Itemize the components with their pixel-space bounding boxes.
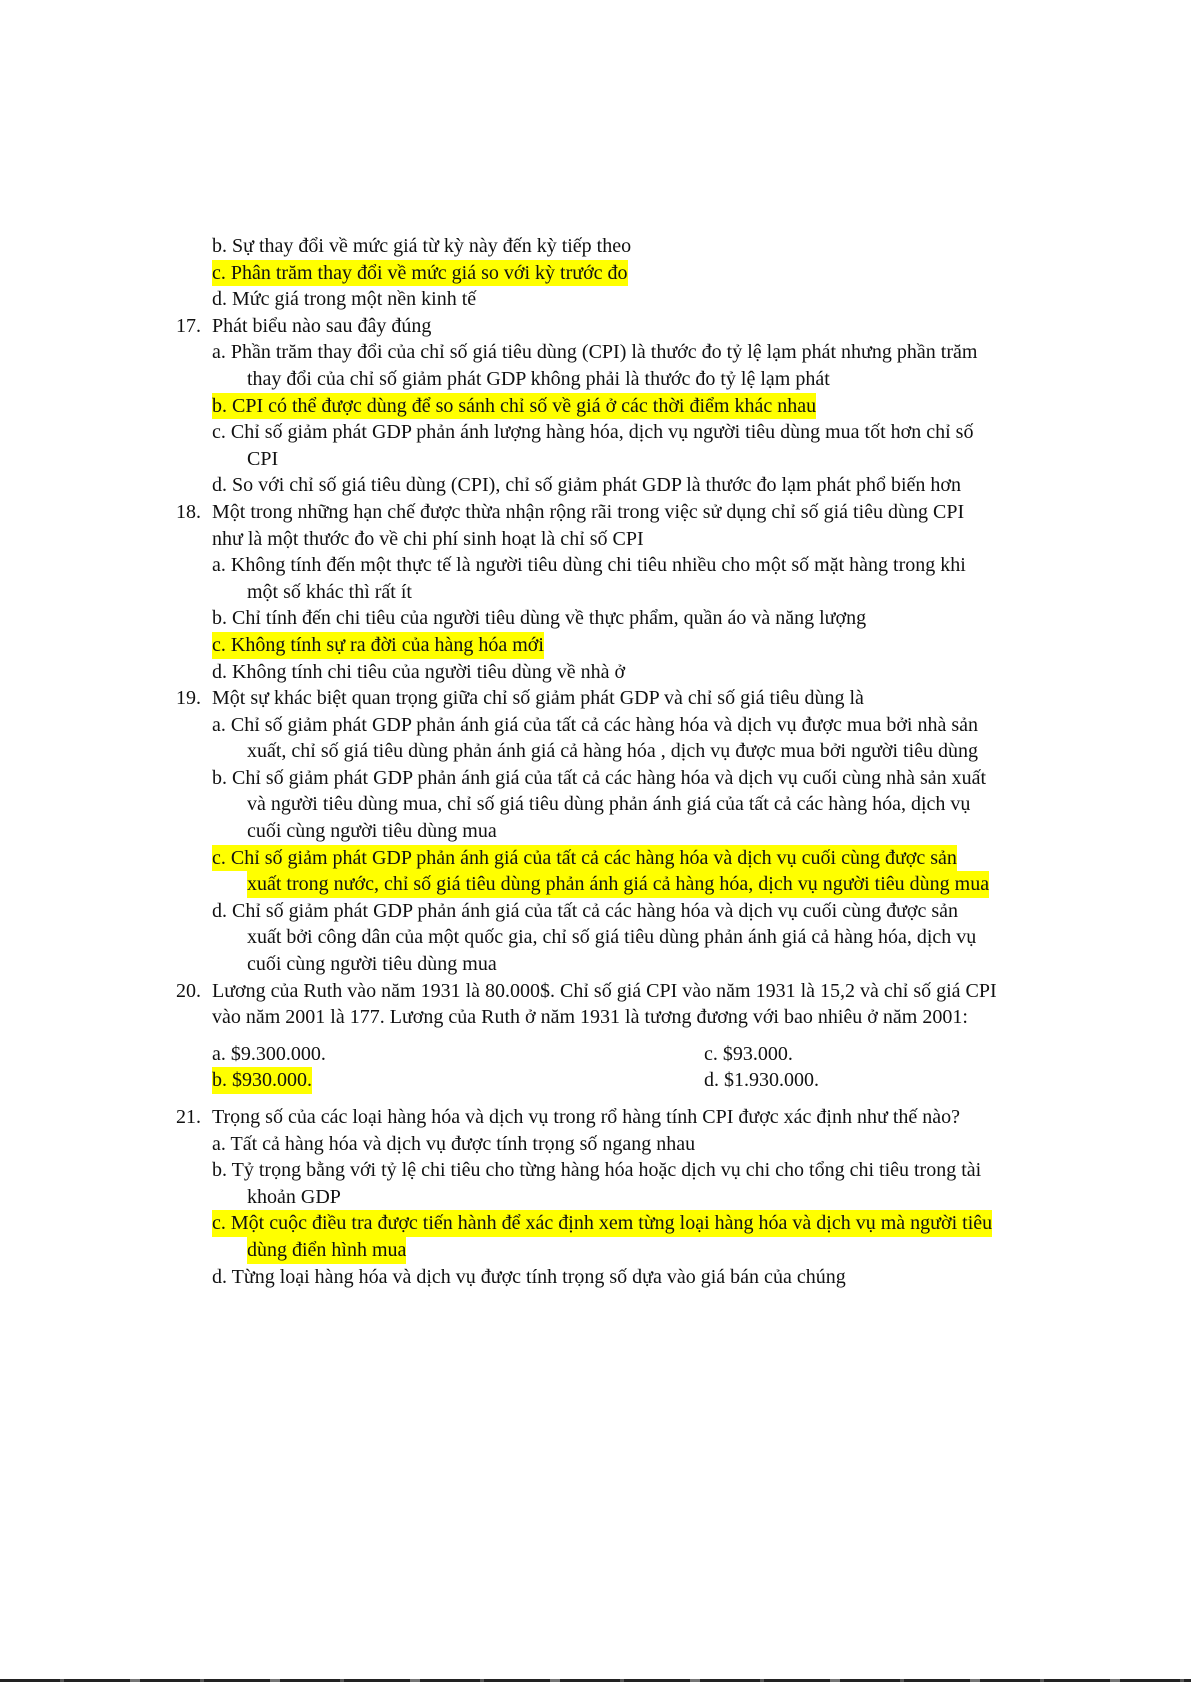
- q21-option-d: [0, 1264, 1191, 1291]
- q19-option-c-text-highlighted: c. Chỉ số giảm phát GDP phản ánh giá của tất cả các hàng hóa và dịch vụ cuối cùng được sản: [212, 845, 957, 872]
- q21-option-a: [0, 1131, 1191, 1158]
- q18-text-cont: như là một thước đo về chi phí sinh hoạt là chỉ số CPI: [212, 527, 644, 550]
- q18-option-b-text: b. Chỉ tính đến chi tiêu của người tiêu dùng về thực phẩm, quần áo và năng lượng: [212, 607, 867, 630]
- q17-text: Phát biểu nào sau đây đúng: [212, 314, 432, 337]
- spacer: [0, 1094, 1191, 1104]
- q19-option-c-text-cont-highlighted: xuất trong nước, chỉ số giá tiêu dùng phản ánh giá cả hàng hóa, dịch vụ người tiêu dùng mua: [247, 871, 989, 898]
- q17-number: 17.: [176, 314, 201, 337]
- q17-option-c-text-cont: CPI: [247, 447, 279, 470]
- q19-stem: [0, 685, 1191, 712]
- q20-option-a-text: a. $9.300.000.: [212, 1042, 326, 1065]
- q21-option-a-text: a. Tất cả hàng hóa và dịch vụ được tính trọng số ngang nhau: [212, 1132, 696, 1155]
- q18-option-c: [0, 632, 1191, 659]
- q19-option-b-cont2: [0, 818, 1191, 845]
- q18-text: Một trong những hạn chế được thừa nhận rộng rãi trong việc sử dụng chỉ số giá tiêu dùng CPI: [212, 500, 965, 523]
- q19-option-b-text-cont: và người tiêu dùng mua, chỉ số giá tiêu dùng phản ánh giá của tất cả các hàng hóa, dịch vụ: [247, 793, 971, 816]
- q19-option-a-text-cont: xuất, chỉ số giá tiêu dùng phản ánh giá cả hàng hóa , dịch vụ được mua bởi người tiêu dùng: [247, 740, 979, 763]
- q18-option-c-text-highlighted: c. Không tính sự ra đời của hàng hóa mới: [212, 632, 544, 659]
- q17-option-a-text-cont: thay đổi của chỉ số giảm phát GDP không phải là thước đo tỷ lệ lạm phát: [247, 367, 830, 390]
- q20-stem-cont: [0, 1004, 1191, 1031]
- q18-number: 18.: [176, 500, 201, 523]
- q20-options-row-1: [0, 1041, 1191, 1068]
- q21-option-b-text: b. Tỷ trọng bằng với tỷ lệ chi tiêu cho từng hàng hóa hoặc dịch vụ chi cho tổng chi tiêu trong tài: [212, 1159, 982, 1182]
- q19-option-d-text-cont2: cuối cùng người tiêu dùng mua: [247, 953, 497, 976]
- q16-option-b-text: b. Sự thay đổi về mức giá từ kỳ này đến kỳ tiếp theo: [212, 235, 632, 257]
- q19-option-b-cont: [0, 791, 1191, 818]
- q17-option-d: [0, 472, 1191, 499]
- q16-option-c-text-highlighted: c. Phân trăm thay đổi về mức giá so với kỳ trước đo: [212, 260, 628, 287]
- q19-option-d-cont2: [0, 951, 1191, 978]
- q21-option-c: [0, 1210, 1191, 1237]
- q18-stem: [0, 499, 1191, 526]
- q18-option-a-text-cont: một số khác thì rất ít: [247, 580, 412, 603]
- q19-option-d: [0, 898, 1191, 925]
- q17-option-c-text: c. Chỉ số giảm phát GDP phản ánh lượng hàng hóa, dịch vụ người tiêu dùng mua tốt hơn chỉ số: [212, 421, 974, 444]
- q19-text: Một sự khác biệt quan trọng giữa chỉ số giảm phát GDP và chỉ số giá tiêu dùng là: [212, 687, 864, 710]
- q20-number: 20.: [176, 979, 201, 1002]
- q19-option-c-cont: [0, 871, 1191, 898]
- q18-option-a-cont: [0, 579, 1191, 606]
- q19-option-d-cont: [0, 924, 1191, 951]
- q18-option-d: [0, 659, 1191, 686]
- q18-option-a: [0, 552, 1191, 579]
- q16-option-d: [0, 286, 1191, 313]
- q18-stem-cont: [0, 526, 1191, 553]
- q19-option-d-text: d. Chỉ số giảm phát GDP phản ánh giá của tất cả các hàng hóa và dịch vụ cuối cùng được sản: [212, 899, 959, 922]
- q20-text: Lương của Ruth vào năm 1931 là 80.000$. Chỉ số giá CPI vào năm 1931 là 15,2 và chỉ số giá CPI: [212, 979, 997, 1002]
- q21-option-d-text: d. Từng loại hàng hóa và dịch vụ được tính trọng số dựa vào giá bán của chúng: [212, 1265, 846, 1288]
- q17-option-d-text: d. So với chỉ số giá tiêu dùng (CPI), chỉ số giảm phát GDP là thước đo lạm phát phổ biến hơn: [212, 474, 961, 497]
- q21-text: Trọng số của các loại hàng hóa và dịch vụ trong rổ hàng tính CPI được xác định như thế nào?: [212, 1106, 961, 1128]
- q20-options-row-2: [0, 1067, 1191, 1094]
- q17-stem: [0, 313, 1191, 340]
- q18-option-b: [0, 605, 1191, 632]
- q16-option-c: [0, 260, 1191, 287]
- q20-option-c-text: c. $93.000.: [704, 1042, 793, 1065]
- q20-text-cont: vào năm 2001 là 177. Lương của Ruth ở năm 1931 là tương đương với bao nhiêu ở năm 2001:: [212, 1006, 968, 1029]
- q21-option-b: [0, 1157, 1191, 1184]
- q19-option-a-text: a. Chỉ số giảm phát GDP phản ánh giá của tất cả các hàng hóa và dịch vụ được mua bởi nhà sản: [212, 713, 979, 736]
- q17-option-c: [0, 419, 1191, 446]
- q17-option-a-text: a. Phần trăm thay đổi của chỉ số giá tiêu dùng (CPI) là thước đo tỷ lệ lạm phát nhưng phần trăm: [212, 341, 978, 364]
- q19-option-b: [0, 765, 1191, 792]
- q17-option-c-cont: [0, 446, 1191, 473]
- q17-option-a: [0, 339, 1191, 366]
- q21-option-b-cont: [0, 1184, 1191, 1211]
- q21-option-c-text-highlighted: c. Một cuộc điều tra được tiến hành để xác định xem từng loại hàng hóa và dịch vụ mà người tiêu: [212, 1210, 992, 1237]
- q19-option-c: [0, 845, 1191, 872]
- q18-option-d-text: d. Không tính chi tiêu của người tiêu dùng về nhà ở: [212, 660, 626, 683]
- q16-option-d-text: d. Mức giá trong một nền kinh tế: [212, 288, 477, 311]
- q18-option-a-text: a. Không tính đến một thực tế là người tiêu dùng chi tiêu nhiều cho một số mặt hàng trong khi: [212, 554, 966, 577]
- q17-option-a-cont: [0, 366, 1191, 393]
- q19-option-a-cont: [0, 738, 1191, 765]
- q20-option-b-text-highlighted: b. $930.000.: [212, 1067, 312, 1094]
- q21-stem: [0, 1104, 1191, 1131]
- question-list: [0, 233, 1191, 1290]
- q19-option-b-text: b. Chỉ số giảm phát GDP phản ánh giá của tất cả các hàng hóa và dịch vụ cuối cùng nhà sản xuất: [212, 766, 987, 789]
- spacer: [0, 1031, 1191, 1041]
- q17-option-b-text-highlighted: b. CPI có thể được dùng để so sánh chỉ số về giá ở các thời điểm khác nhau: [212, 393, 816, 420]
- q19-number: 19.: [176, 687, 201, 710]
- q19-option-d-text-cont: xuất bởi công dân của một quốc gia, chỉ số giá tiêu dùng phản ánh giá cả hàng hóa, dịch vụ: [247, 926, 977, 949]
- q17-option-b: [0, 393, 1191, 420]
- q21-option-c-cont: [0, 1237, 1191, 1264]
- q21-number: 21.: [176, 1106, 201, 1128]
- q20-option-d-text: d. $1.930.000.: [704, 1069, 819, 1092]
- q21-option-b-text-cont: khoản GDP: [247, 1185, 341, 1208]
- q20-stem: [0, 978, 1191, 1005]
- q16-option-b: [0, 233, 1191, 260]
- q19-option-a: [0, 712, 1191, 739]
- q21-option-c-text-cont-highlighted: dùng điển hình mua: [247, 1237, 406, 1264]
- page-bottom-edge: [0, 1679, 1191, 1682]
- q19-option-b-text-cont2: cuối cùng người tiêu dùng mua: [247, 820, 497, 843]
